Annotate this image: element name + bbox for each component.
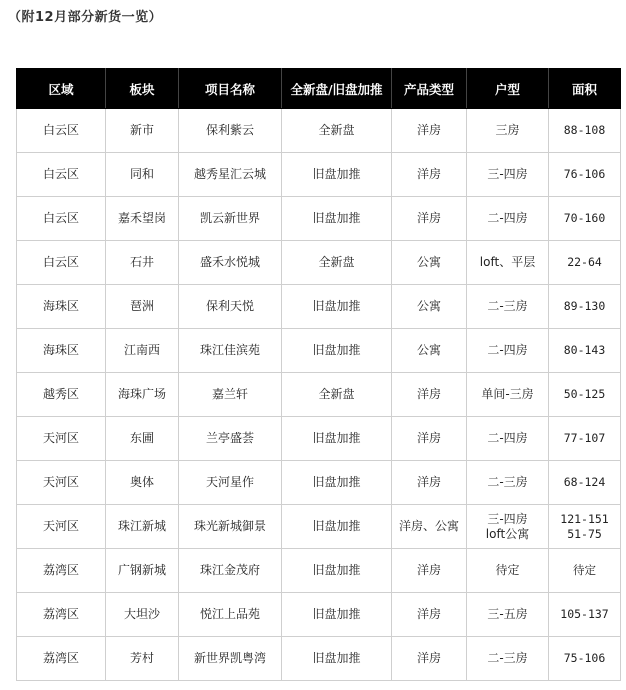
cell-project-name: 越秀星汇云城 — [179, 153, 282, 197]
cell-size: 88-108 — [549, 109, 621, 153]
cell-size: 50-125 — [549, 373, 621, 417]
cell-area: 同和 — [106, 153, 179, 197]
cell-size: 68-124 — [549, 461, 621, 505]
cell-project-name: 珠江金茂府 — [179, 549, 282, 593]
header-size: 面积 — [549, 69, 621, 109]
cell-product-type: 公寓 — [392, 285, 467, 329]
table-row — [17, 417, 621, 461]
cell-layout: 待定 — [467, 549, 549, 593]
cell-size: 76-106 — [549, 153, 621, 197]
table-row — [17, 109, 621, 153]
table-caption: （附12月部分新货一览） — [8, 10, 163, 25]
cell-project-name: 兰亭盛荟 — [179, 417, 282, 461]
cell-district: 荔湾区 — [17, 549, 106, 593]
cell-district: 荔湾区 — [17, 637, 106, 681]
cell-new-or-relaunch: 旧盘加推 — [282, 637, 392, 681]
cell-project-name: 保利紫云 — [179, 109, 282, 153]
cell-layout: 二-三房 — [467, 637, 549, 681]
cell-new-or-relaunch: 旧盘加推 — [282, 417, 392, 461]
cell-new-or-relaunch: 旧盘加推 — [282, 197, 392, 241]
header-new-or-relaunch: 全新盘/旧盘加推 — [282, 69, 392, 109]
header-product-type: 产品类型 — [392, 69, 467, 109]
cell-area: 广钢新城 — [106, 549, 179, 593]
cell-product-type: 洋房 — [392, 637, 467, 681]
cell-district: 海珠区 — [17, 329, 106, 373]
cell-area: 琶洲 — [106, 285, 179, 329]
cell-product-type: 洋房、公寓 — [392, 505, 467, 549]
table-row — [17, 505, 621, 549]
cell-new-or-relaunch: 全新盘 — [282, 241, 392, 285]
cell-project-name: 新世界凯粤湾 — [179, 637, 282, 681]
cell-area: 新市 — [106, 109, 179, 153]
cell-size-line: 51-75 — [567, 526, 602, 541]
cell-size: 89-130 — [549, 285, 621, 329]
cell-project-name: 珠江佳滨苑 — [179, 329, 282, 373]
cell-new-or-relaunch: 旧盘加推 — [282, 329, 392, 373]
cell-product-type: 洋房 — [392, 109, 467, 153]
cell-product-type: 洋房 — [392, 197, 467, 241]
table-row — [17, 637, 621, 681]
cell-product-type: 洋房 — [392, 373, 467, 417]
cell-new-or-relaunch: 旧盘加推 — [282, 153, 392, 197]
cell-project-name: 凯云新世界 — [179, 197, 282, 241]
cell-size-line: 121-151 — [560, 511, 609, 526]
cell-new-or-relaunch: 旧盘加推 — [282, 549, 392, 593]
cell-layout-line: loft公寓 — [485, 526, 530, 541]
cell-product-type: 洋房 — [392, 417, 467, 461]
cell-area: 东圃 — [106, 417, 179, 461]
cell-area: 嘉禾望岗 — [106, 197, 179, 241]
cell-district: 天河区 — [17, 505, 106, 549]
cell-size: 75-106 — [549, 637, 621, 681]
table-row — [17, 373, 621, 417]
cell-district: 白云区 — [17, 241, 106, 285]
cell-area: 奥体 — [106, 461, 179, 505]
cell-area: 石井 — [106, 241, 179, 285]
header-project-name: 项目名称 — [179, 69, 282, 109]
header-layout: 户型 — [467, 69, 549, 109]
cell-product-type: 洋房 — [392, 549, 467, 593]
cell-new-or-relaunch: 旧盘加推 — [282, 285, 392, 329]
cell-new-or-relaunch: 全新盘 — [282, 373, 392, 417]
cell-district: 白云区 — [17, 153, 106, 197]
cell-new-or-relaunch: 旧盘加推 — [282, 505, 392, 549]
cell-district: 白云区 — [17, 109, 106, 153]
cell-product-type: 公寓 — [392, 329, 467, 373]
new-listings-table — [16, 68, 621, 681]
cell-new-or-relaunch: 全新盘 — [282, 109, 392, 153]
table-row — [17, 593, 621, 637]
cell-area: 珠江新城 — [106, 505, 179, 549]
cell-size: 70-160 — [549, 197, 621, 241]
cell-layout-line: 三-四房 — [487, 511, 528, 526]
cell-size: 80-143 — [549, 329, 621, 373]
cell-project-name: 保利天悦 — [179, 285, 282, 329]
cell-district: 荔湾区 — [17, 593, 106, 637]
table-row — [17, 549, 621, 593]
cell-size — [549, 505, 621, 549]
cell-project-name: 珠光新城御景 — [179, 505, 282, 549]
cell-district: 天河区 — [17, 417, 106, 461]
cell-product-type: 洋房 — [392, 593, 467, 637]
cell-layout: 二-三房 — [467, 461, 549, 505]
cell-layout: 三-五房 — [467, 593, 549, 637]
cell-product-type: 洋房 — [392, 461, 467, 505]
table-row — [17, 197, 621, 241]
cell-size: 77-107 — [549, 417, 621, 461]
header-area: 板块 — [106, 69, 179, 109]
cell-layout: 单间-三房 — [467, 373, 549, 417]
cell-size: 105-137 — [549, 593, 621, 637]
table-row — [17, 241, 621, 285]
cell-layout: 三房 — [467, 109, 549, 153]
cell-layout: loft、平层 — [467, 241, 549, 285]
cell-area: 大坦沙 — [106, 593, 179, 637]
cell-project-name: 悦江上品苑 — [179, 593, 282, 637]
table-row — [17, 285, 621, 329]
table-row — [17, 461, 621, 505]
cell-new-or-relaunch: 旧盘加推 — [282, 593, 392, 637]
cell-product-type: 公寓 — [392, 241, 467, 285]
table-body — [17, 109, 621, 681]
table-header-row — [17, 69, 621, 109]
table-row — [17, 153, 621, 197]
header-district: 区域 — [17, 69, 106, 109]
cell-district: 越秀区 — [17, 373, 106, 417]
cell-layout: 二-四房 — [467, 329, 549, 373]
cell-layout: 二-三房 — [467, 285, 549, 329]
cell-size: 待定 — [549, 549, 621, 593]
cell-area: 芳村 — [106, 637, 179, 681]
table-row — [17, 329, 621, 373]
cell-area: 江南西 — [106, 329, 179, 373]
cell-project-name: 盛禾水悦城 — [179, 241, 282, 285]
cell-product-type: 洋房 — [392, 153, 467, 197]
cell-layout: 二-四房 — [467, 197, 549, 241]
cell-district: 海珠区 — [17, 285, 106, 329]
cell-district: 白云区 — [17, 197, 106, 241]
cell-area: 海珠广场 — [106, 373, 179, 417]
cell-size: 22-64 — [549, 241, 621, 285]
cell-project-name: 嘉兰轩 — [179, 373, 282, 417]
cell-district: 天河区 — [17, 461, 106, 505]
cell-layout — [467, 505, 549, 549]
cell-layout: 二-四房 — [467, 417, 549, 461]
cell-project-name: 天河星作 — [179, 461, 282, 505]
cell-new-or-relaunch: 旧盘加推 — [282, 461, 392, 505]
cell-layout: 三-四房 — [467, 153, 549, 197]
